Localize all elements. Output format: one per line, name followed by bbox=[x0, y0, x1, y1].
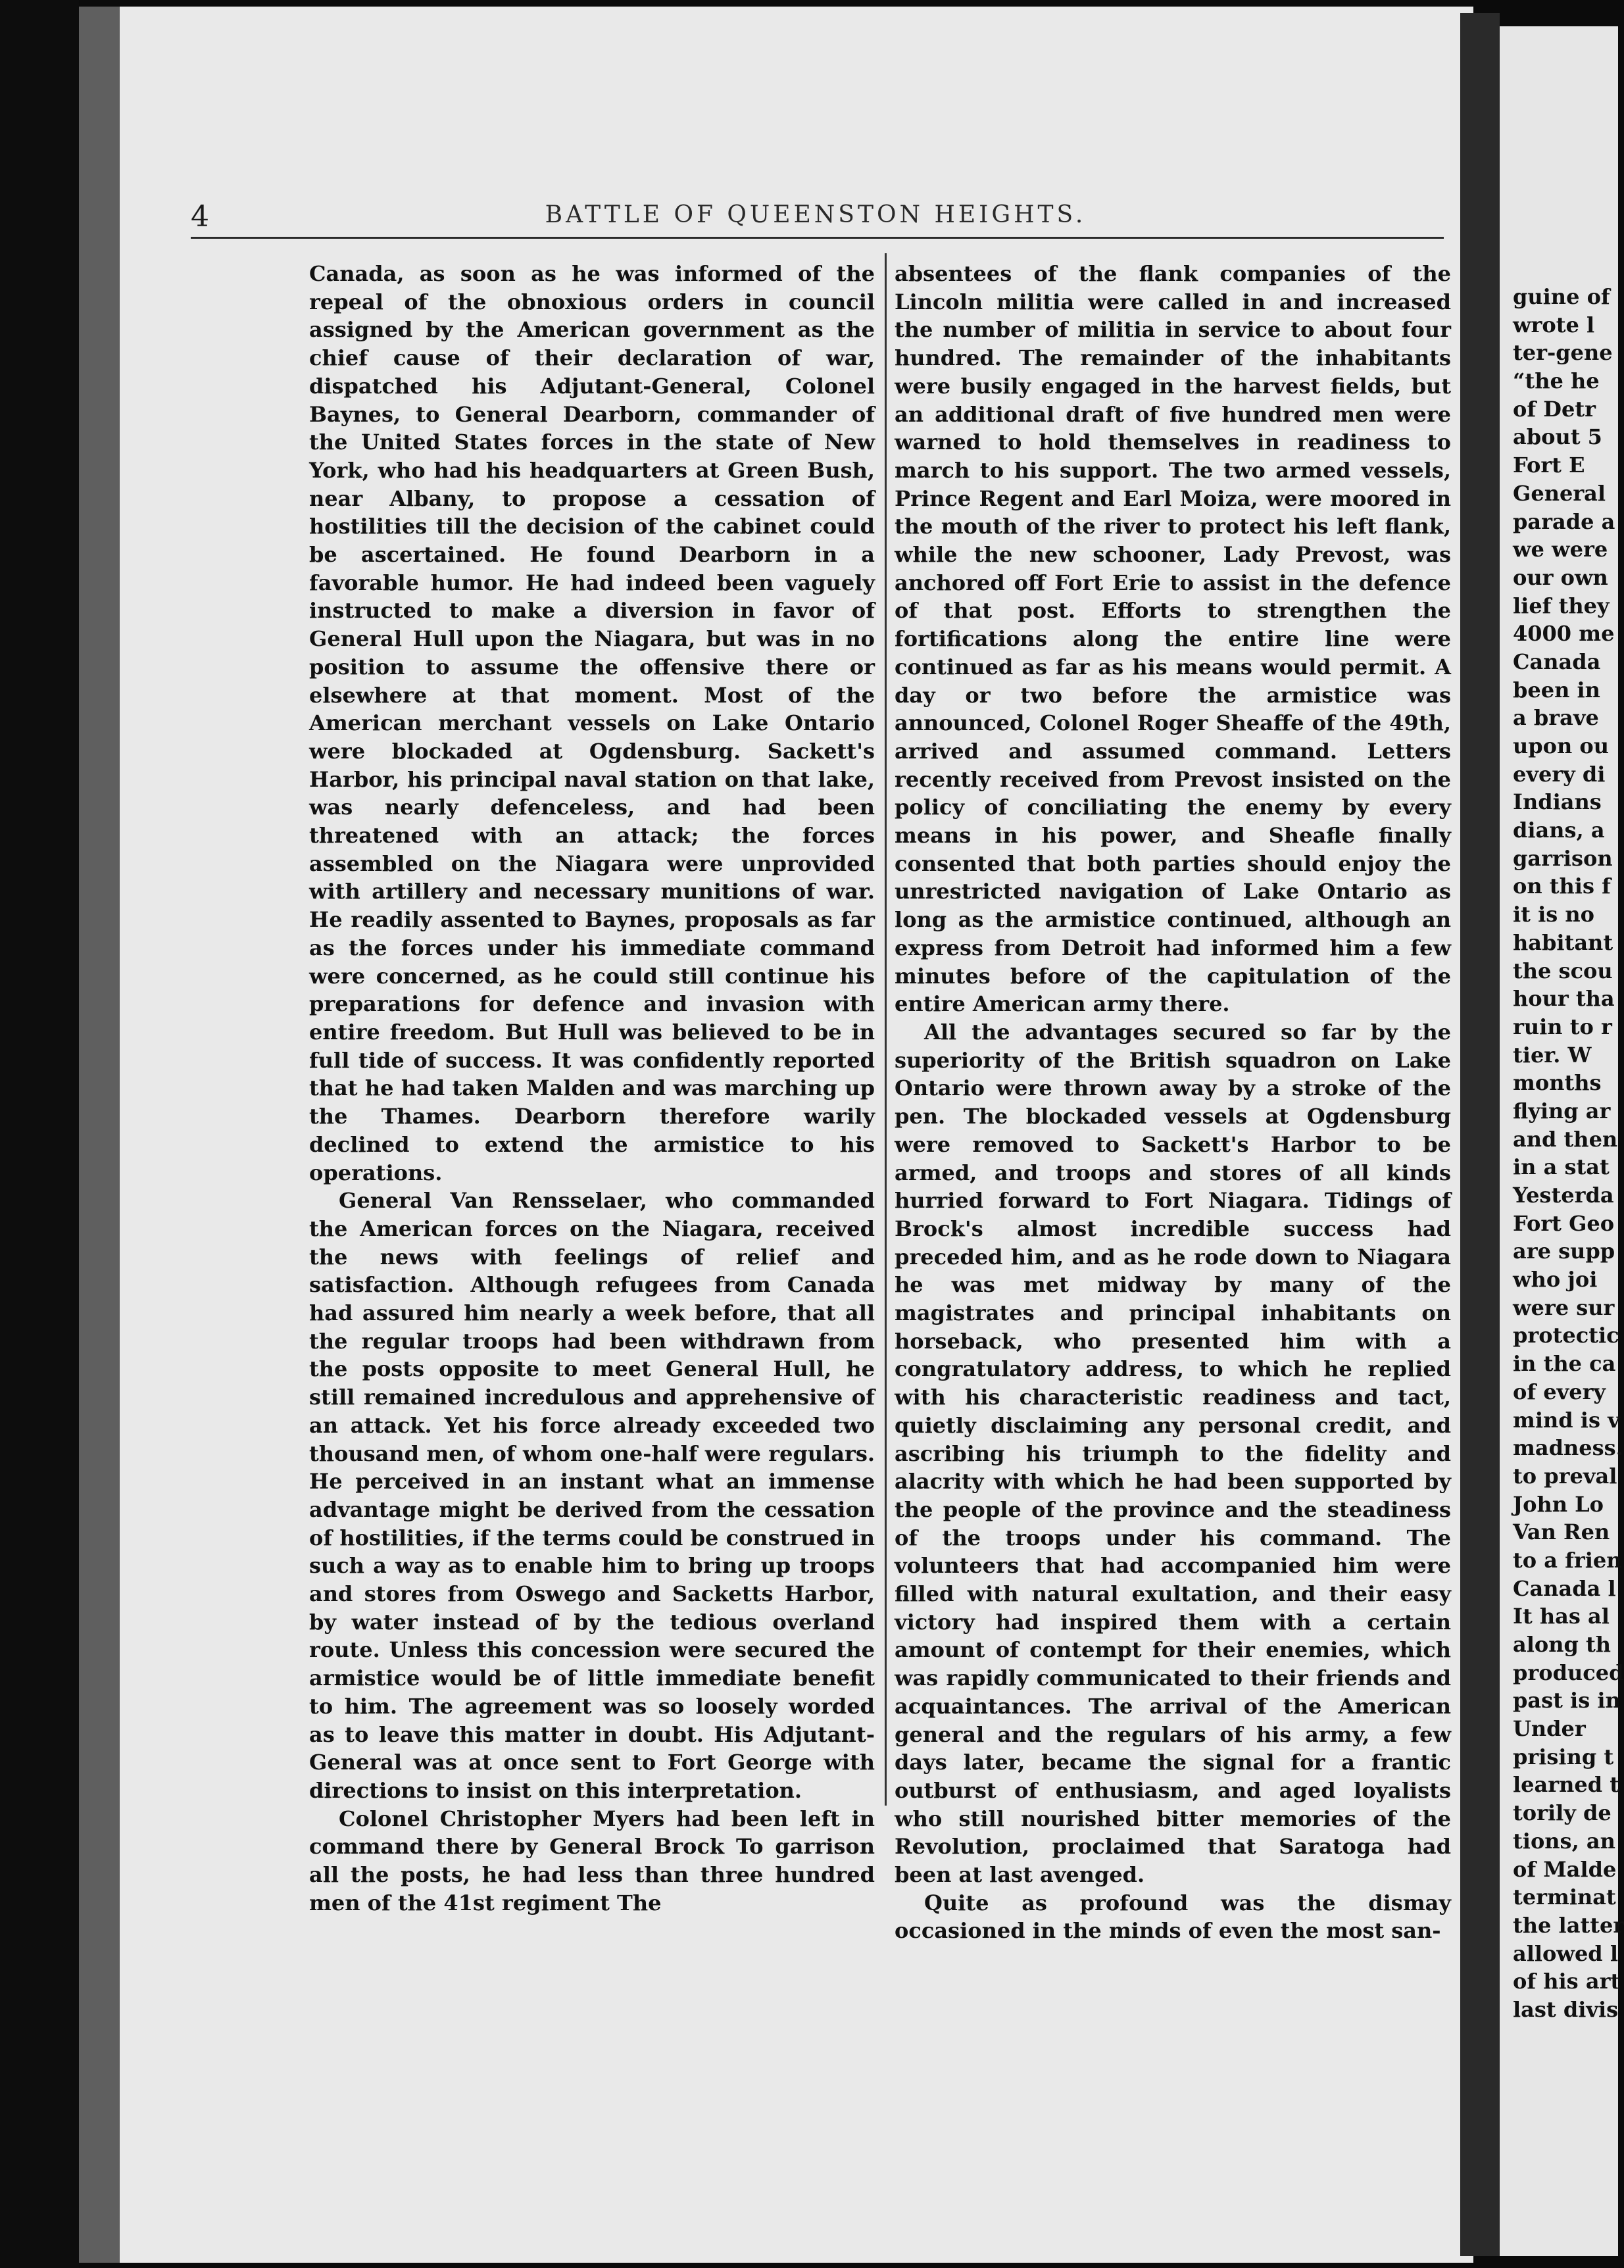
fragment-line: madness. bbox=[1513, 1435, 1623, 1461]
fragment-line: produced bbox=[1513, 1660, 1624, 1685]
page-number: 4 bbox=[191, 200, 209, 234]
right-text-column bbox=[895, 260, 1451, 1944]
fragment-line: of Detr bbox=[1513, 396, 1596, 422]
fragment-line: Yesterda bbox=[1513, 1183, 1614, 1208]
fragment-line: along th bbox=[1513, 1632, 1612, 1657]
fragment-line: lief they bbox=[1513, 593, 1610, 618]
fragment-line: Fort E bbox=[1513, 453, 1585, 478]
fragment-line: who joi bbox=[1513, 1267, 1598, 1293]
fragment-line: it is no bbox=[1513, 902, 1594, 927]
fragment-line: Indians bbox=[1513, 789, 1602, 815]
fragment-line: habitant bbox=[1513, 929, 1613, 955]
paragraph: Colonel Christopher Myers had been left in command there by General Brock To garrison all the posts, he had less than three hundred men of the 41st regiment The bbox=[309, 1806, 875, 1915]
fragment-line: Under bbox=[1513, 1716, 1586, 1742]
fragment-line: hour tha bbox=[1513, 986, 1615, 1012]
fragment-line: every di bbox=[1513, 761, 1606, 787]
fragment-line: about 5 bbox=[1513, 424, 1602, 450]
fragment-line: are supp bbox=[1513, 1239, 1615, 1264]
fragment-line: dians, a bbox=[1513, 818, 1605, 843]
paragraph: General Van Rensselaer, who commanded the American forces on the Niagara, received the news with feelings of relief and satisfaction. Although refugees from Canada had assured him nearly a week before, that all the regular troops had been withdrawn from the posts opposite to meet General Hull, he still remained incredulous and apprehensive of an attack. Yet his force already exceeded two thousand men, of whom one-half were regulars. He perceived in an instant what an immense advantage might be derived from the cessation of hostilities, if the terms could be construed in such a way as to enable him to bring up troops and stores from Oswego and Sacketts Harbor, by water instead of by the tedious overland route. Unless this concession were secured the armistice would be of little immediate benefit to him. The agreement was so loosely worded as to leave this matter in doubt. His Adjutant-General was at once sent to Fort George with directions to insist on this interpretation. bbox=[309, 1188, 875, 1803]
fragment-line: garrison bbox=[1513, 845, 1613, 871]
fragment-line: Van Ren bbox=[1513, 1519, 1610, 1545]
fragment-line: Canada bbox=[1513, 649, 1601, 674]
facing-page-text bbox=[1513, 283, 1624, 2024]
fragment-line: terminat bbox=[1513, 1885, 1616, 1910]
fragment-line: flying ar bbox=[1513, 1098, 1611, 1123]
fragment-line: tions, an bbox=[1513, 1828, 1615, 1854]
fragment-line: tier. W bbox=[1513, 1042, 1592, 1068]
fragment-line: parade a bbox=[1513, 508, 1615, 534]
left-text-column bbox=[309, 260, 875, 1915]
fragment-line: to preval bbox=[1513, 1463, 1617, 1489]
fragment-line: allowed l bbox=[1513, 1940, 1618, 1966]
fragment-line: Canada l bbox=[1513, 1575, 1616, 1601]
fragment-line: upon ou bbox=[1513, 733, 1609, 758]
fragment-line: ruin to r bbox=[1513, 1014, 1612, 1039]
fragment-line: 4000 me bbox=[1513, 621, 1615, 647]
fragment-line: of Malde bbox=[1513, 1856, 1617, 1882]
fragment-line: learned t bbox=[1513, 1772, 1620, 1798]
fragment-line: we were bbox=[1513, 537, 1608, 562]
fragment-line: mind is v bbox=[1513, 1407, 1620, 1433]
fragment-line: past is in bbox=[1513, 1688, 1621, 1713]
fragment-line: and then bbox=[1513, 1126, 1618, 1152]
column-divider bbox=[885, 253, 887, 1806]
fragment-line: the latter bbox=[1513, 1912, 1624, 1938]
fragment-line: of every bbox=[1513, 1379, 1606, 1404]
fragment-line: torily de bbox=[1513, 1800, 1612, 1826]
fragment-line: Fort Geo bbox=[1513, 1210, 1615, 1236]
fragment-line: ter-gene bbox=[1513, 340, 1613, 366]
film-border-left bbox=[0, 0, 79, 2268]
fragment-line: on this f bbox=[1513, 874, 1611, 899]
paragraph: All the advantages secured so far by the superiority of the British squadron on Lake Ontario were thrown away by a stroke of the pen. The blockaded vessels at Ogdensburg were removed to Sackett's Harbor to be armed, and troops and stores of all kinds hurried forward to Fort Niagara. Tidings of Brock's almost incredible success had preceded him, and as he rode down to Niagara he was met midway by many of the magistrates and principal inhabitants on horseback, who presented him with a congratulatory address, to which he replied with his characteristic readiness and tact, quietly disclaiming any personal credit, and ascribing his triumph to the fidelity and alacrity with which he had been supported by the people of the province and the steadiness of the troops under his command. The volunteers that had accompanied him were filled with natural exultation, and their easy victory had inspired them with a certain amount of contempt for their enemies, which was rapidly communicated to their friends and acquaintances. The arrival of the American general and the regulars of his army, a few days later, became the signal for a frantic outburst of enthusiasm, and aged loyalists who still nourished bitter memories of the Revolution, proclaimed that Saratoga had been at last avenged. bbox=[895, 1019, 1451, 1888]
fragment-line: prising t bbox=[1513, 1744, 1614, 1769]
fragment-line: to a frien bbox=[1513, 1547, 1622, 1573]
fragment-line: months bbox=[1513, 1070, 1602, 1096]
fragment-line: our own bbox=[1513, 564, 1608, 590]
fragment-line: last divis bbox=[1513, 1996, 1619, 2022]
fragment-line: John Lo bbox=[1513, 1491, 1604, 1517]
fragment-line: protectic bbox=[1513, 1323, 1619, 1348]
fragment-line: in the ca bbox=[1513, 1351, 1616, 1377]
fragment-line: guine of bbox=[1513, 284, 1610, 309]
fragment-line: “the he bbox=[1513, 368, 1600, 394]
fragment-line: wrote l bbox=[1513, 312, 1595, 337]
paragraph: absentees of the flank companies of the Lincoln militia were called in and increased the number of militia in service to about four hundred. The remainder of the inhabitants were busily engaged in the harvest fields, but an additional draft of five hundred men were warned to hold themselves in readiness to march to his support. The two armed vessels, Prince Regent and Earl Moiza, were moored in the mouth of the river to protect his left flank, while the new schooner, Lady Prevost, was anchored off Fort Erie to assist in the defence of that post. Efforts to strengthen the fortifications along the entire line were continued as far as his means would permit. A day or two before the armistice was announced, Colonel Roger Sheaffe of the 49th, arrived and assumed command. Letters recently received from Prevost insisted on the policy of conciliating the enemy by every means in his power, and Sheafle finally consented that both parties should enjoy the unrestricted navigation of Lake Ontario as long as the armistice continued, although an express from Detroit had informed him a few minutes before of the capitulation of the entire American army there. bbox=[895, 261, 1451, 1017]
facing-page-fragment bbox=[1500, 26, 1624, 2256]
running-head bbox=[191, 197, 1440, 237]
paragraph: Canada, as soon as he was informed of the repeal of the obnoxious orders in council assigned by the American government as the chief cause of their declaration of war, dispatched his Adjutant-General, Colonel Baynes, to General Dearborn, commander of the United States forces in the state of New York, who had his headquarters at Green Bush, near Albany, to propose a cessation of hostilities till the decision of the cabinet could be ascertained. He found Dearborn in a favorable humor. He had indeed been vaguely instructed to make a diversion in favor of General Hull upon the Niagara, but was in no position to assume the offensive there or elsewhere at that moment. Most of the American merchant vessels on Lake Ontario were blockaded at Ogdensburg. Sackett's Harbor, his principal naval station on that lake, was nearly defenceless, and had been threatened with an attack; the forces assembled on the Niagara were unprovided with artillery and necessary munitions of war. He readily assented to Baynes, proposals as far as the forces under his immediate command were concerned, as he could still continue his preparations for defence and invasion with entire freedom. But Hull was believed to be in full tide of success. It was confidently reported that he had taken Malden and was marching up the Thames. Dearborn therefore warily declined to extend the armistice to his operations. bbox=[309, 261, 875, 1185]
fragment-line: were sur bbox=[1513, 1294, 1615, 1320]
fragment-line: been in bbox=[1513, 677, 1600, 703]
fragment-line: in a stat bbox=[1513, 1154, 1610, 1180]
fragment-line: It has al bbox=[1513, 1604, 1610, 1629]
running-title: BATTLE OF QUEENSTON HEIGHTS. bbox=[545, 201, 1087, 228]
page-edge-strip bbox=[79, 7, 120, 2263]
fragment-line: General bbox=[1513, 480, 1606, 506]
fragment-line: of his art bbox=[1513, 1969, 1621, 1994]
fragment-line: a brave bbox=[1513, 705, 1599, 731]
fragment-line: the scou bbox=[1513, 958, 1613, 983]
paragraph: Quite as profound was the dismay occasioned in the minds of even the most san- bbox=[895, 1890, 1451, 1944]
binding-gutter bbox=[1460, 13, 1500, 2256]
header-rule bbox=[191, 237, 1444, 239]
